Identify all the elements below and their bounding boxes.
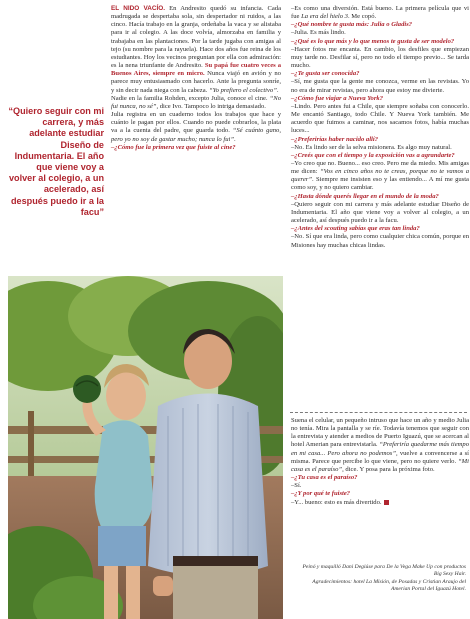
interview-answer: –Julia. Es más lindo. [291,29,346,37]
section-divider [290,412,467,413]
interview-answer: –Es como una diversión. Está bueno. La primera película que vi fue La era del hielo 3. Me copó. [291,5,469,21]
closing-paragraph: Suena el celular, un pequeño intruso que hace un año y medio Julia no tenía. Mira la pantalla y se ríe. Todavía tenemos que seguir con la entrevista y atender a medios de Puerto Iguazú, que se acercan al hotel Amerian para entrevistarla. “Preferiría quedarme más tiempo en mi casa... Pero ahora no podemos”, vuelve a convencerse a sí misma. Parece que percibe lo que viene, pero no quiere verlo. “Mi casa es el paraíso”, dice. Y posa para la próxima foto. [291,417,470,473]
interview-answer: –Hacer fotos me encanta. En cambio, los desfiles que empiezan muy tarde no. Desfilar sí, pero no todo el tiempo previo... Se tarda mucho. [291,45,469,70]
interview-question: –¿Tu casa es el paraíso? [291,474,358,482]
highlight-text: Su papá fue cuatro veces a Buenos Aires, siempre en micro. [111,62,281,78]
interview-question: –¿Creés que con el tiempo y la exposición vas a agrandarte? [291,151,455,159]
interview-question: –¿Cómo fue la primera vez que fuiste al cine? [111,143,236,151]
interview-question: –¿Qué es lo que más y lo que menos te gusta de ser modelo? [291,37,455,45]
interview-answer: –Sí. [291,482,302,490]
interview-answer: –Sí, me gusta que la gente me conozca, verme en las revistas. Yo no era de mirar revistas, pero ahora que estoy me divierte. [291,78,469,94]
interview-answer: –Y... bueno: esto es más divertido. [291,499,469,507]
interview-question: –¿Antes del scouting sabías que eras tan linda? [291,225,420,233]
body-paragraph: Nadie en la familia Rohden, excepto Julia, conoce el cine. “No fui nunca, no sé”, dice Ivo. Tampoco lo intriga demasiado. [111,94,281,110]
photo-illustration [8,276,283,619]
interview-answer: –Lindo. Pero antes fui a Chile, que siempre soñaba con conocerlo. Me encantó Santiago, todo Chile. Y Nueva York también. Me acuerdo que fuimos a caminar, nos sacamos fotos, había muchas luces... [291,102,469,135]
article-column-2 [291,5,469,250]
article-column-3 [291,417,469,507]
interview-answer: –Quiero seguir con mi carrera y más adelante estudiar Diseño de Indumentaria. El año que viene voy a volver al colegio, a un acelerado, así después puedo ir a la facu. [291,200,469,225]
section-heading: EL NIDO VACÍO. [111,5,166,12]
interview-answer: –No. Es lindo ser de la selva misionera. Es algo muy natural. [291,143,452,151]
article-column-1 [111,5,281,152]
interview-question: –¿Te gusta ser conocida? [291,70,360,78]
credits-line: Peinó y maquilló Dani Degiúse para De la Vega Make Up con productos Big Sexy Hair. [302,564,466,578]
intro-paragraph: EL NIDO VACÍO. En Andresito quedó su infancia. Cada madrugada se despertaba sola, sin despertador ni ruidos, a las cinco. Hacía trabajo en la granja, ordeñaba la vaca y se alistaba para ir al colegio. A las doce volvía, almorzaba en familia y trabajaba en las plantaciones. Por la tarde jugaba con amigas al tejo (su nombre para la rayuela). Hace dos años fue reina de los estudiantes. Hoy los vecinos preguntan por ella con admiración: es la nena triunfante de Andresito. Su papá fue cuatro veces a Buenos Aires, siempre en micro. Nunca viajó en avión y no parece muy entusiasmado con hacerlo. Ante la pregunta sonríe, y sin decir nada niega con la cabeza. “Yo prefiero el colectivo”. [111,5,282,94]
end-mark-icon [384,500,389,505]
interview-question: –¿Hasta dónde querés llegar en el mundo de la moda? [291,192,439,200]
interview-question: –¿Preferirías haber nacido allí? [291,135,379,143]
interview-answer: –Yo creo que no. Bueno... eso creo. Pero me da miedo. Mis amigas me dicen: “Vos en cinco años no te creas, porque no te vamos a querer”. Siempre me insisten eso y las entiendo... A mí me gusta como soy, y no quiero cambiar. [291,159,469,192]
interview-question: –¿Qué nombre te gusta más: Julia o Gladis? [291,21,413,29]
interview-answer: –No. Sí que era linda, pero como cualquier chica común, porque en Misiones hay muchas chicas lindas. [291,233,469,249]
body-paragraph: Julia registra en un cuaderno todos los trabajos que hace y cuánto le pagan por ellos. Cuando no puede cobrarlos, la plata va a la cuenta del padre, que guarda todo. “Sé cuánto gano, pero yo no soy de gastar mucho; nunca lo fui”. [111,111,281,143]
credits-line: Agradecimientos: hotel La Misión, de Posadas y Cristian Araujo del Amerian Portal del Iguazú Hotel. [312,578,466,593]
interview-question: –¿Cómo fue viajar a Nueva York? [291,94,384,102]
pull-quote: “Quiero seguir con mi carrera, y más adelante estudiar Diseño de Indumentaria. El año que viene voy a volver al colegio, a un acelerado, así después puedo ir a la facu” [8,106,104,217]
photo-credits [300,564,466,594]
interview-question: –¿Y por qué te fuiste? [291,490,351,498]
article-photo [8,276,283,619]
